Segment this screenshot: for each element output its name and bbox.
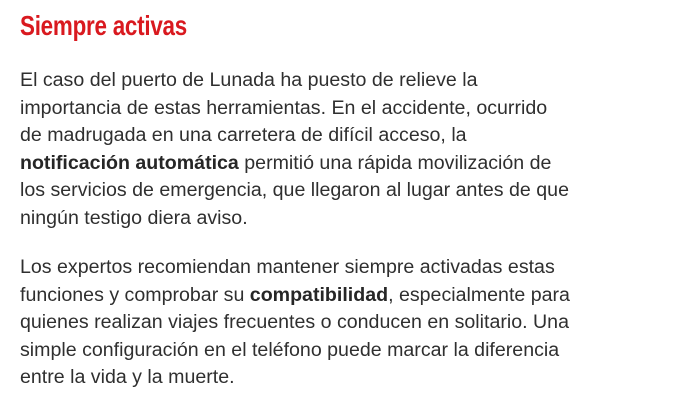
- article-section: [20, 6, 680, 392]
- paragraph-2-line-2-start: funciones y comprobar su: [20, 283, 250, 306]
- paragraph-2-line-4: simple configuración en el teléfono puede marcar la diferencia: [20, 338, 560, 361]
- section-heading: Siempre activas: [20, 10, 187, 41]
- paragraph-2-line-5: entre la vida y la muerte.: [20, 366, 235, 388]
- paragraph-2-line-2: [20, 282, 680, 310]
- notificacion-automatica-bold: notificación automática: [20, 151, 239, 174]
- paragraph-2-line-1: Los expertos recomiendan mantener siempre activadas estas: [20, 256, 555, 278]
- paragraph-puerto-de-lunada: [20, 67, 680, 232]
- paragraph-1-line-3: de madrugada en una carretera de difícil acceso, la: [20, 124, 467, 146]
- paragraph-1-line-1: El caso del puerto de Lunada ha puesto de relieve la: [20, 69, 478, 91]
- compatibilidad-bold: compatibilidad: [249, 283, 389, 306]
- paragraph-expertos: [20, 254, 680, 392]
- paragraph-1-line-4: [20, 150, 680, 178]
- paragraph-1-line-4-rest: permitió una rápida movilización de: [238, 151, 552, 174]
- paragraph-1-line-5: los servicios de emergencia, que llegaron al lugar antes de que: [20, 179, 569, 201]
- paragraph-2-line-3: quienes realizan viajes frecuentes o conducen en solitario. Una: [20, 311, 569, 333]
- paragraph-2-line-2-rest: , especialmente para: [388, 283, 570, 306]
- paragraph-1-line-6: ningún testigo diera aviso.: [20, 206, 248, 229]
- paragraph-1-line-2: importancia de estas herramientas. En el accidente, ocurrido: [20, 96, 548, 119]
